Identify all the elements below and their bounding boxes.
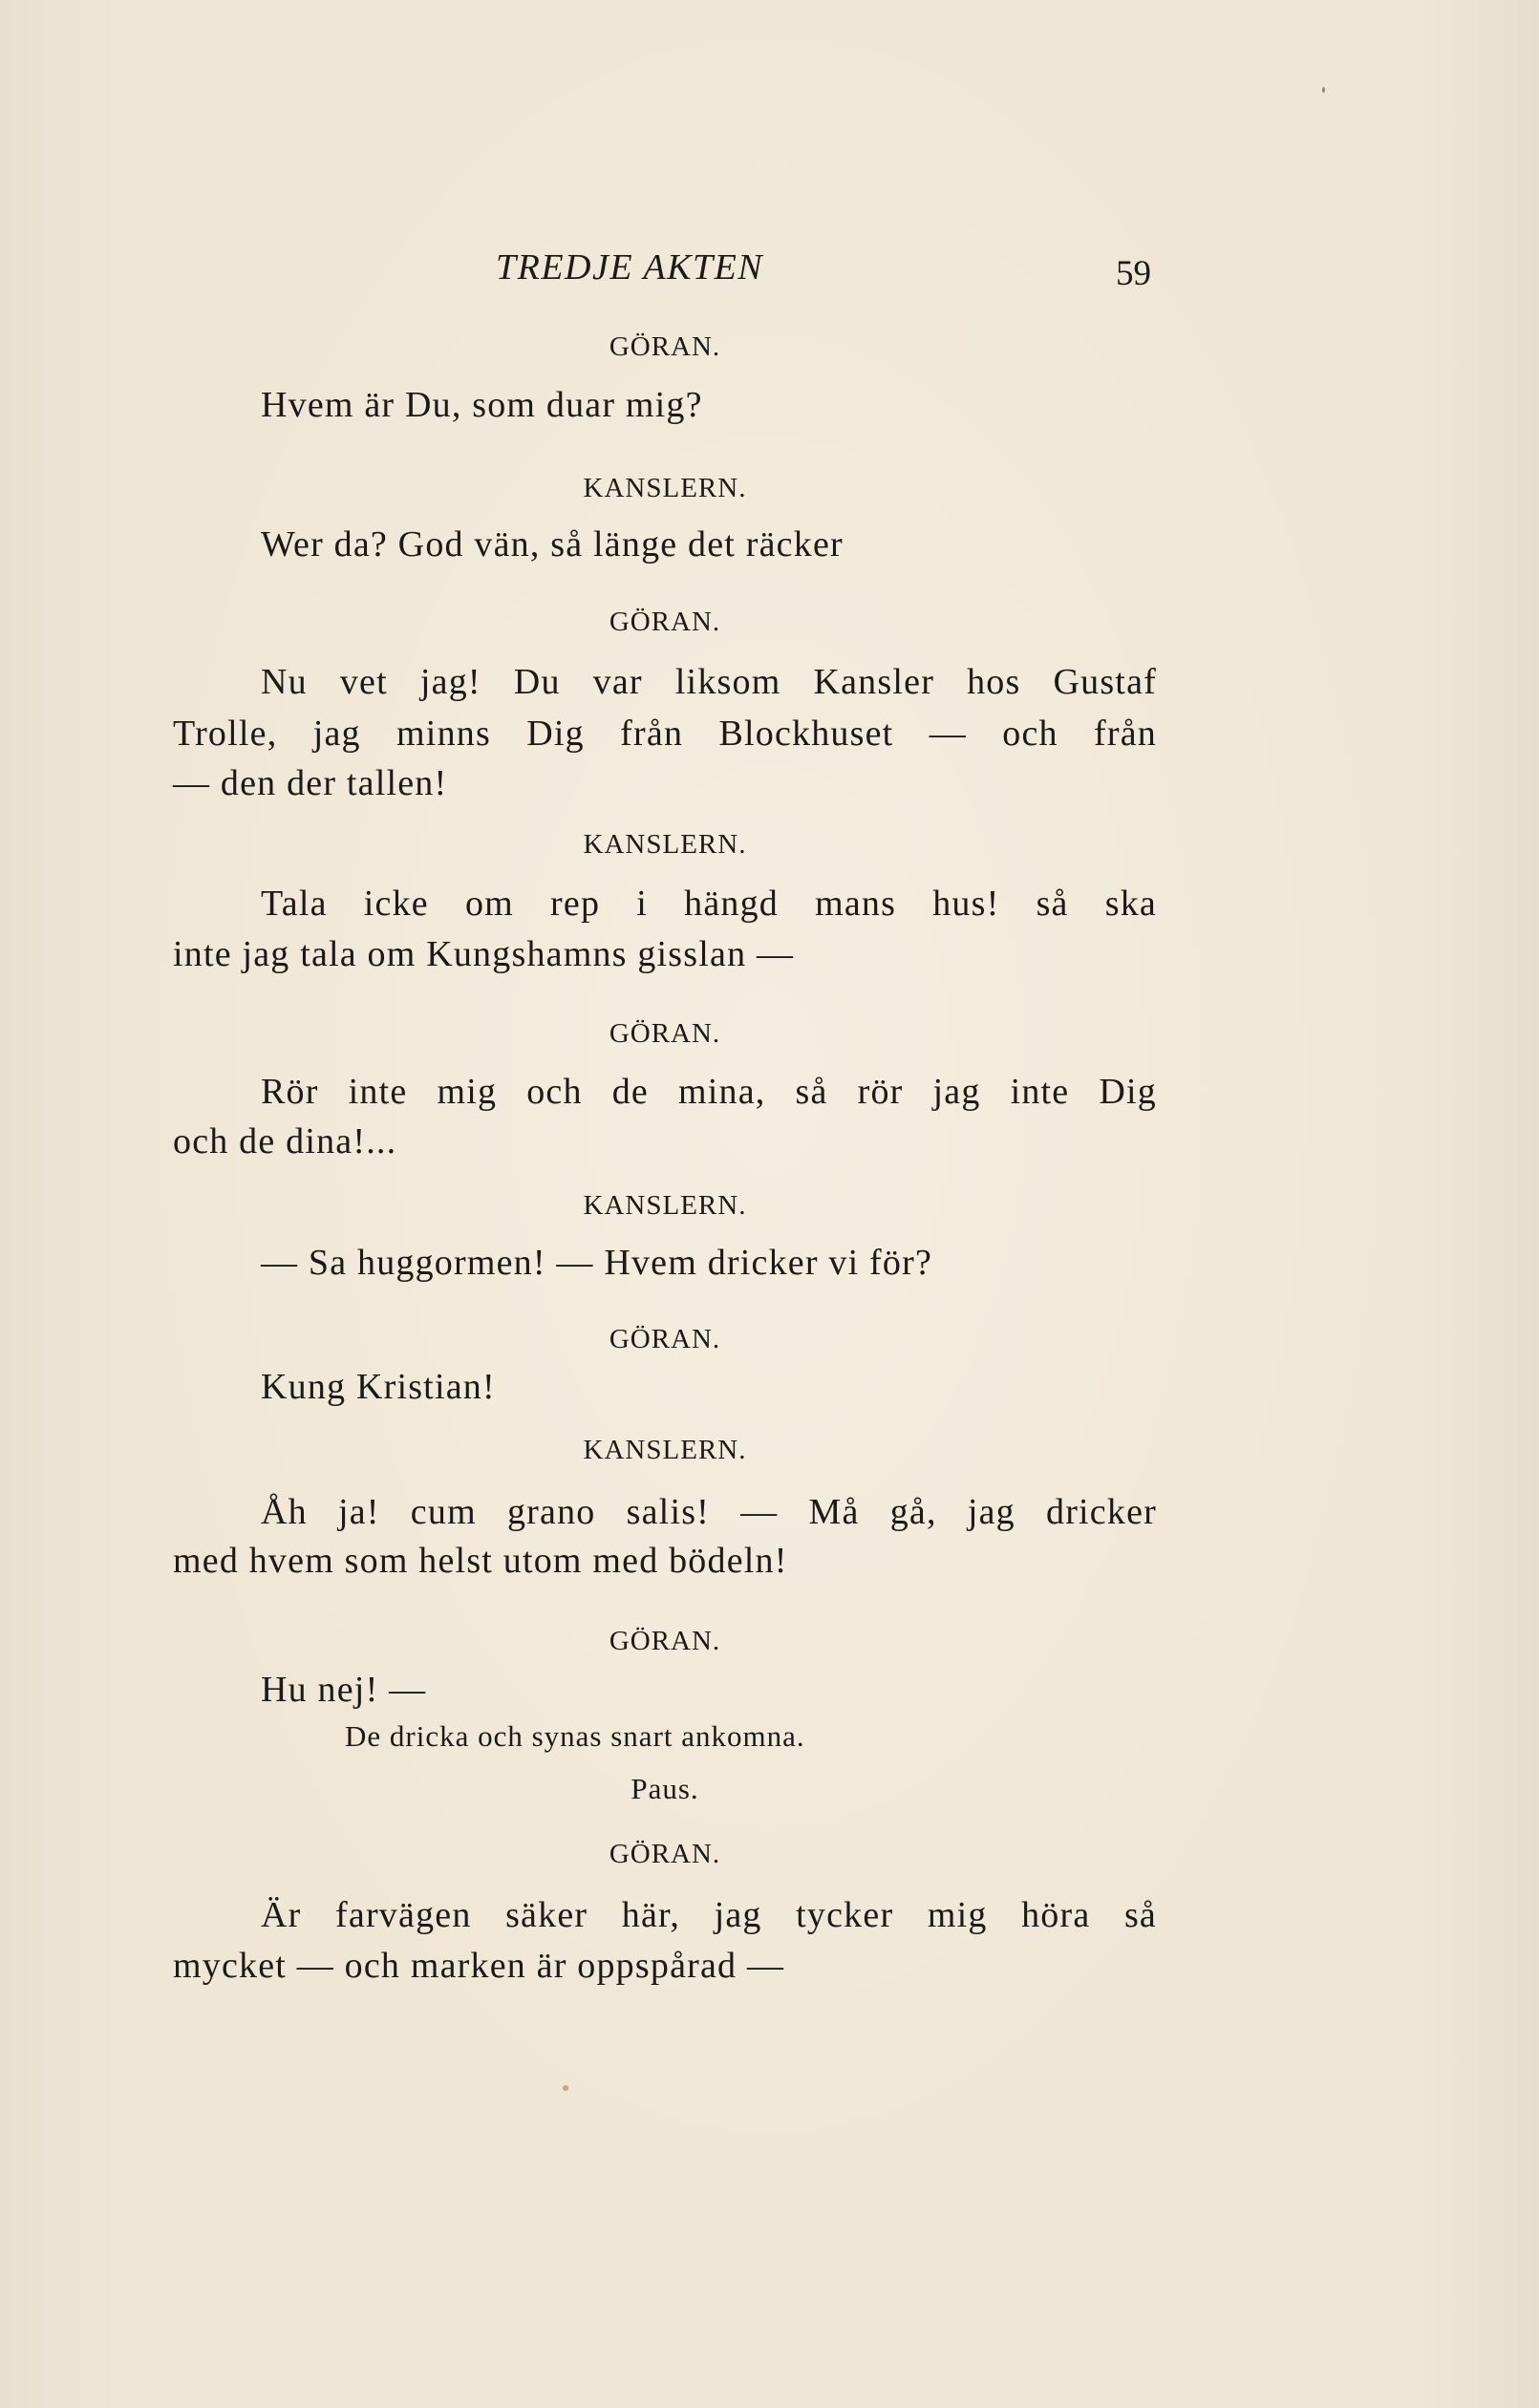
speaker-label: GÖRAN. <box>609 1324 721 1354</box>
dialogue-line: inte jag tala om Kungshamns gisslan — <box>173 934 795 974</box>
speaker-label: GÖRAN. <box>609 1018 721 1049</box>
dialogue-line: — Sa huggormen! — Hvem dricker vi för? <box>261 1243 933 1283</box>
dialogue-line: Hvem är Du, som duar mig? <box>261 385 703 425</box>
dialogue-line: Trolle, jag minns Dig från Blockhuset — och från <box>173 714 1157 754</box>
page-number: 59 <box>1116 254 1151 293</box>
dialogue-line: Är farvägen säker här, jag tycker mig höra så <box>261 1895 1157 1935</box>
paper-speck <box>563 2085 568 2091</box>
speaker-label: KANSLERN. <box>583 1190 747 1221</box>
speaker-label: KANSLERN. <box>583 829 747 860</box>
dialogue-line: Nu vet jag! Du var liksom Kansler hos Gustaf <box>261 662 1157 702</box>
dialogue-line: och de dina!... <box>173 1121 397 1161</box>
stage-direction: De dricka och synas snart ankomna. <box>345 1719 805 1753</box>
speaker-label: GÖRAN. <box>609 1839 721 1869</box>
speaker-label: GÖRAN. <box>609 607 721 637</box>
stage-direction: Paus. <box>631 1772 699 1805</box>
paper-speck <box>1322 87 1325 93</box>
dialogue-line: med hvem som helst utom med bödeln! <box>173 1541 788 1581</box>
dialogue-line: Wer da? God vän, så länge det räcker <box>261 524 844 565</box>
dialogue-line: mycket — och marken är oppspårad — <box>173 1946 785 1986</box>
dialogue-line: — den der tallen! <box>173 763 448 803</box>
speaker-label: GÖRAN. <box>609 331 721 362</box>
dialogue-line: Hu nej! — <box>261 1670 427 1710</box>
dialogue-line: Rör inte mig och de mina, så rör jag inte Dig <box>261 1072 1157 1112</box>
dialogue-line: Kung Kristian! <box>261 1367 496 1407</box>
speaker-label: KANSLERN. <box>583 473 747 503</box>
running-head: TREDJE AKTEN <box>496 247 764 288</box>
speaker-label: KANSLERN. <box>583 1435 747 1465</box>
dialogue-line: Åh ja! cum grano salis! — Må gå, jag dricker <box>261 1492 1157 1532</box>
speaker-label: GÖRAN. <box>609 1626 721 1656</box>
dialogue-line: Tala icke om rep i hängd mans hus! så ska <box>261 884 1157 924</box>
